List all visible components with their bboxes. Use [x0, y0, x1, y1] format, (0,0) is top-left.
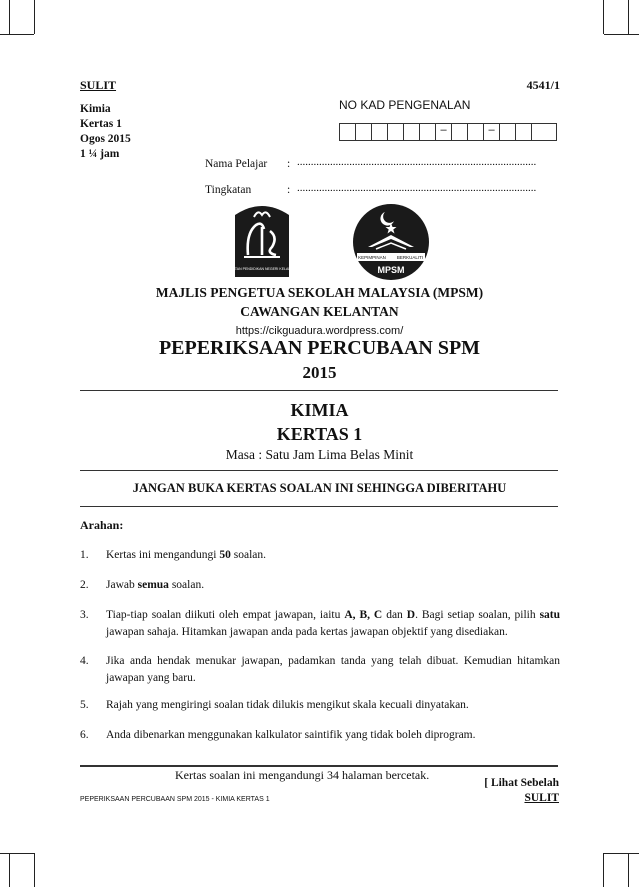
ic-digit-box[interactable]	[371, 123, 387, 141]
paper-number: Kertas 1	[80, 118, 122, 130]
ic-digit-box[interactable]	[355, 123, 371, 141]
ic-digit-box[interactable]	[403, 123, 419, 141]
instruction-number: 2.	[80, 579, 89, 591]
ic-dash: –	[488, 124, 495, 136]
instruction-text: Jawab semua soalan.	[106, 579, 205, 591]
subject-title: KIMIA	[290, 400, 349, 420]
mpsm-banner-right: BERKUALITI	[396, 255, 424, 260]
class-label: Tingkatan	[205, 184, 252, 196]
instruction-text: Jika anda hendak menukar jawapan, padamkan tanda yang telah dibuat. Kemudian hitamkan jawapan yang baru.	[106, 655, 560, 684]
jpn-caption: JABATAN PENDIDIKAN NEGERI KELANTAN	[226, 267, 298, 271]
subject-info	[80, 102, 131, 162]
exam-title: PEPERIKSAAN PERCUBAAN SPM	[158, 337, 481, 359]
mpsm-logo	[352, 203, 430, 281]
divider	[80, 506, 558, 507]
source-url[interactable]: https://cikguadura.wordpress.com/	[235, 325, 404, 337]
paper-title: KERTAS 1	[276, 424, 363, 444]
instruction-number: 3.	[80, 609, 89, 621]
instruction-number: 4.	[80, 655, 89, 667]
ic-digit-box[interactable]	[419, 123, 435, 141]
jpn-kelantan-logo	[226, 203, 298, 279]
instruction-text: Anda dibenarkan menggunakan kalkulator saintifik yang tidak boleh diprogram.	[106, 729, 476, 741]
class-colon: :	[287, 184, 291, 196]
paper-code: 4541/1	[526, 78, 560, 92]
name-colon: :	[287, 158, 291, 170]
footer-rule	[80, 765, 558, 767]
mpsm-logo-text: MPSM	[377, 265, 405, 275]
footer-small-text: PEPERIKSAAN PERCUBAAN SPM 2015 - KIMIA KERTAS 1	[80, 796, 270, 803]
ic-digit-box[interactable]	[339, 123, 355, 141]
ic-digit-box[interactable]	[515, 123, 531, 141]
ic-digit-box[interactable]	[387, 123, 403, 141]
instruction-number: 5.	[80, 699, 89, 711]
ic-dash-box	[435, 123, 451, 141]
class-field[interactable]: .......................................................................................	[297, 182, 537, 194]
next-page-note: [ Lihat Sebelah	[484, 777, 559, 789]
ic-digit-box[interactable]	[451, 123, 467, 141]
warning-text: JANGAN BUKA KERTAS SOALAN INI SEHINGGA DIBERITAHU	[132, 481, 507, 495]
ic-digit-box[interactable]	[531, 123, 547, 141]
instruction-text: Tiap-tiap soalan diikuti oleh empat jawapan, iaitu A, B, C dan D. Bagi setiap soalan, pilih satu jawapan sahaja. Hitamkan jawapan anda pada kertas jawapan objektif yang disediakan.	[106, 609, 561, 638]
org-branch: CAWANGAN KELANTAN	[240, 304, 399, 319]
ic-dash: –	[440, 124, 447, 136]
mpsm-banner-left: KEPIMPINAN	[358, 255, 386, 260]
sulit-footer: SULIT	[524, 792, 559, 804]
ic-digit-box[interactable]	[467, 123, 483, 141]
exam-year: 2015	[302, 363, 337, 382]
divider	[80, 470, 558, 471]
name-field[interactable]: .......................................................................................	[297, 156, 537, 168]
divider	[80, 390, 558, 391]
org-name: MAJLIS PENGETUA SEKOLAH MALAYSIA (MPSM)	[155, 285, 484, 300]
instruction-text: Rajah yang mengiringi soalan tidak dilukis mengikut skala kecuali dinyatakan.	[106, 699, 469, 711]
instruction-text: Kertas ini mengandungi 50 soalan.	[106, 549, 267, 561]
exam-month: Ogos 2015	[80, 133, 131, 145]
subject-name: Kimia	[80, 103, 111, 115]
exam-duration-short: 1 ¼ jam	[80, 148, 120, 160]
instruction-number: 6.	[80, 729, 89, 741]
instructions-heading: Arahan:	[80, 518, 124, 532]
ic-label: NO KAD PENGENALAN	[339, 98, 471, 112]
ic-dash-box	[483, 123, 499, 141]
sulit-header: SULIT	[80, 78, 117, 92]
name-label: Nama Pelajar	[205, 158, 268, 170]
ic-digit-box[interactable]	[499, 123, 515, 141]
instruction-number: 1.	[80, 549, 89, 561]
page-count-note: Kertas soalan ini mengandungi 34 halaman bercetak.	[175, 768, 430, 782]
exam-duration: Masa : Satu Jam Lima Belas Minit	[225, 447, 414, 462]
